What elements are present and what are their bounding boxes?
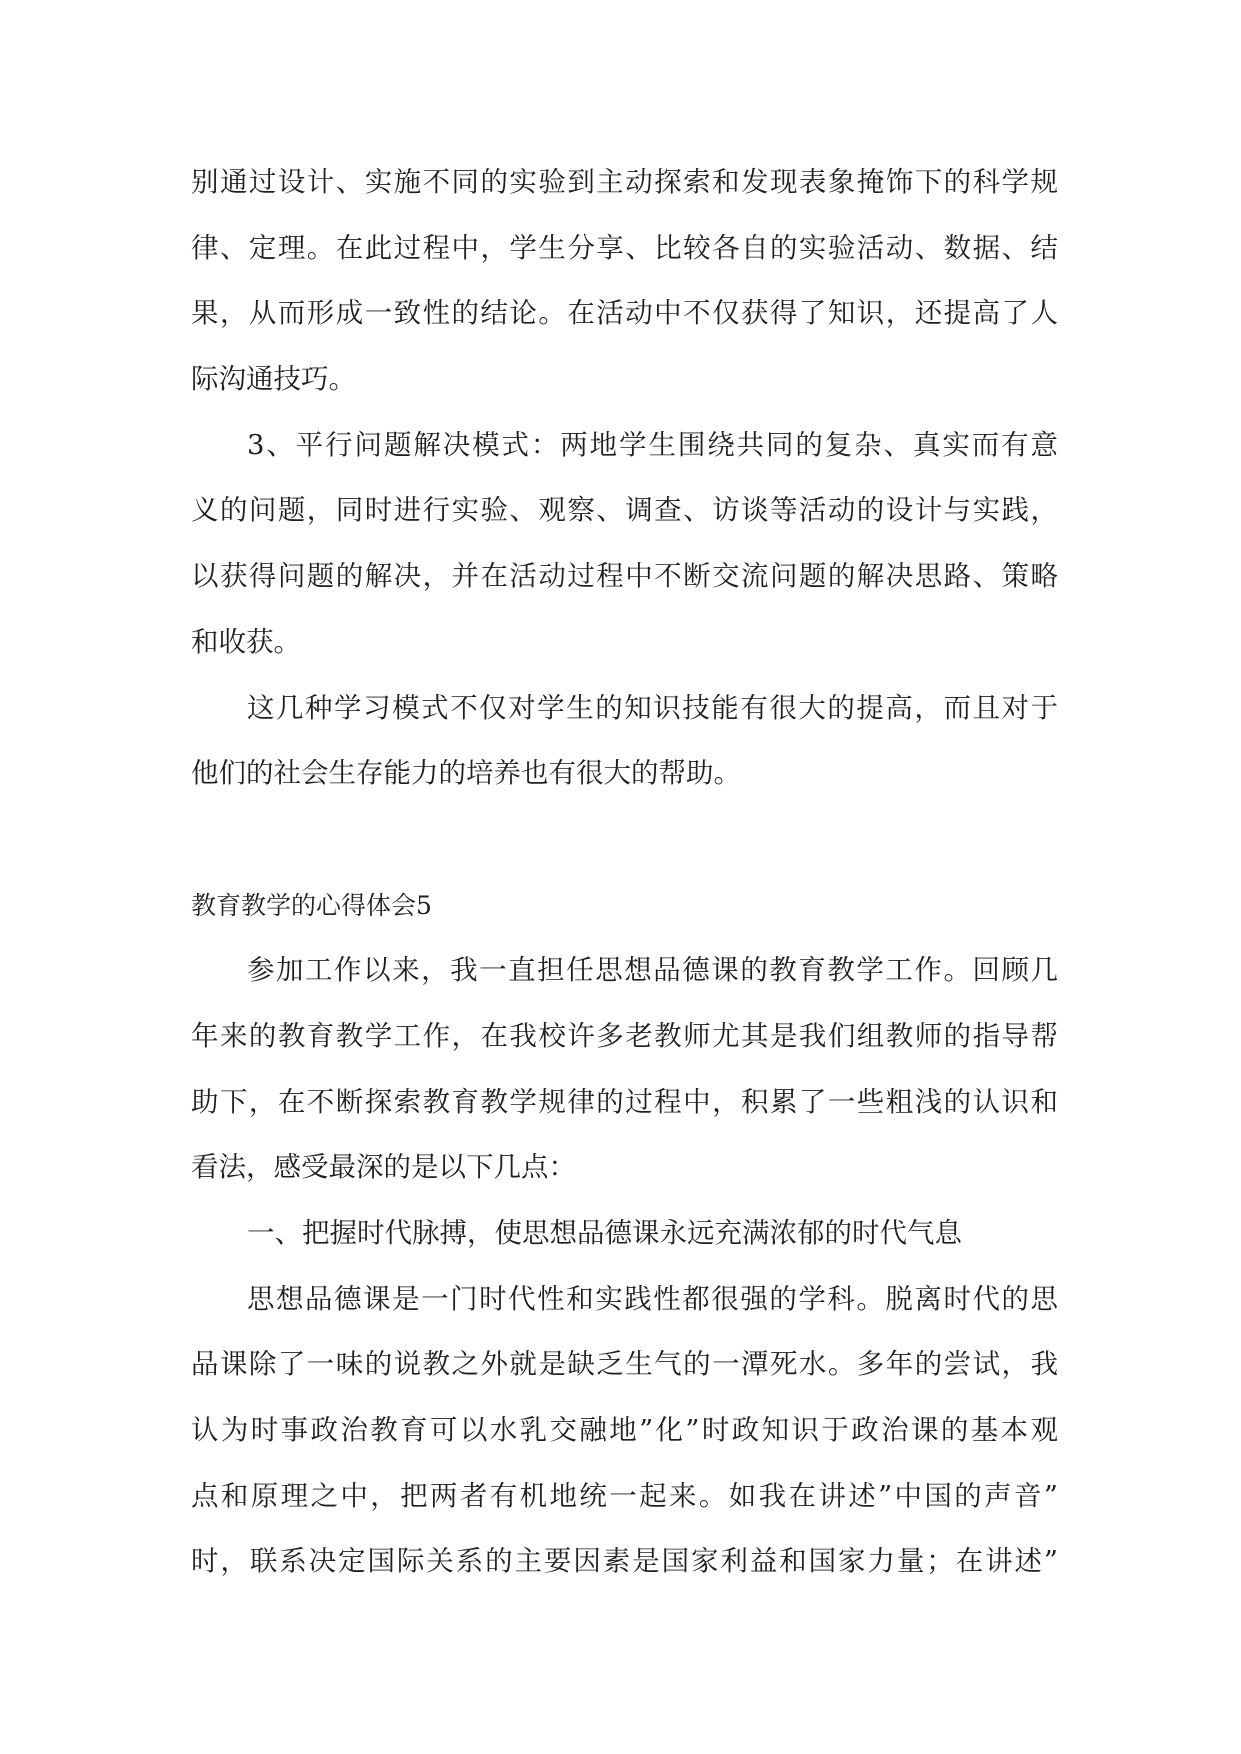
- paragraph: [191, 676, 1058, 807]
- paragraph: [191, 150, 1058, 413]
- paragraph: [191, 1267, 1058, 1595]
- text-line: 看法，感受最深的是以下几点：: [191, 1151, 576, 1184]
- text-line: 以获得问题的解决，并在活动过程中不断交流问题的解决思路、策略: [191, 560, 1058, 593]
- text-line: 点和原理之中，把两者有机地统一起来。如我在讲述”中国的声音”: [191, 1479, 1058, 1512]
- paragraph: [191, 413, 1058, 676]
- text-line: 助下，在不断探索教育教学规律的过程中，积累了一些粗浅的认识和: [191, 1085, 1058, 1118]
- text-line: 这几种学习模式不仅对学生的知识技能有很大的提高，而且对于: [247, 691, 1058, 724]
- text-line: 律、定理。在此过程中，学生分享、比较各自的实验活动、数据、结: [191, 231, 1058, 264]
- document-body: [191, 150, 1058, 1595]
- text-line: 义的问题，同时进行实验、观察、调查、访谈等活动的设计与实践，: [191, 494, 1058, 527]
- section-heading: 教育教学的心得体会5: [191, 890, 432, 920]
- blank-line: [191, 807, 1058, 873]
- paragraph: [191, 938, 1058, 1201]
- text-line: 年来的教育教学工作，在我校许多老教师尤其是我们组教师的指导帮: [191, 1019, 1058, 1052]
- text-line: 参加工作以来，我一直担任思想品德课的教育教学工作。回顾几: [247, 954, 1058, 987]
- text-line: 品课除了一味的说教之外就是缺乏生气的一潭死水。多年的尝试，我: [191, 1348, 1058, 1381]
- text-line: 果，从而形成一致性的结论。在活动中不仅获得了知识，还提高了人: [191, 297, 1058, 330]
- text-line: 思想品德课是一门时代性和实践性都很强的学科。脱离时代的思: [247, 1282, 1058, 1315]
- text-line: 认为时事政治教育可以水乳交融地”化”时政知识于政治课的基本观: [191, 1414, 1058, 1447]
- text-line: 他们的社会生存能力的培养也有很大的帮助。: [191, 757, 741, 790]
- text-line: 别通过设计、实施不同的实验到主动探索和发现表象掩饰下的科学规: [191, 166, 1058, 198]
- text-line: 时，联系决定国际关系的主要因素是国家利益和国家力量；在讲述”: [191, 1545, 1058, 1578]
- text-line: 际沟通技巧。: [191, 363, 356, 396]
- text-line: 3、平行问题解决模式：两地学生围绕共同的复杂、真实而有意: [247, 428, 1058, 461]
- paragraph: [191, 1201, 1058, 1267]
- text-line: 一、把握时代脉搏，使思想品德课永远充满浓郁的时代气息: [247, 1217, 962, 1249]
- text-line: 和收获。: [191, 625, 301, 658]
